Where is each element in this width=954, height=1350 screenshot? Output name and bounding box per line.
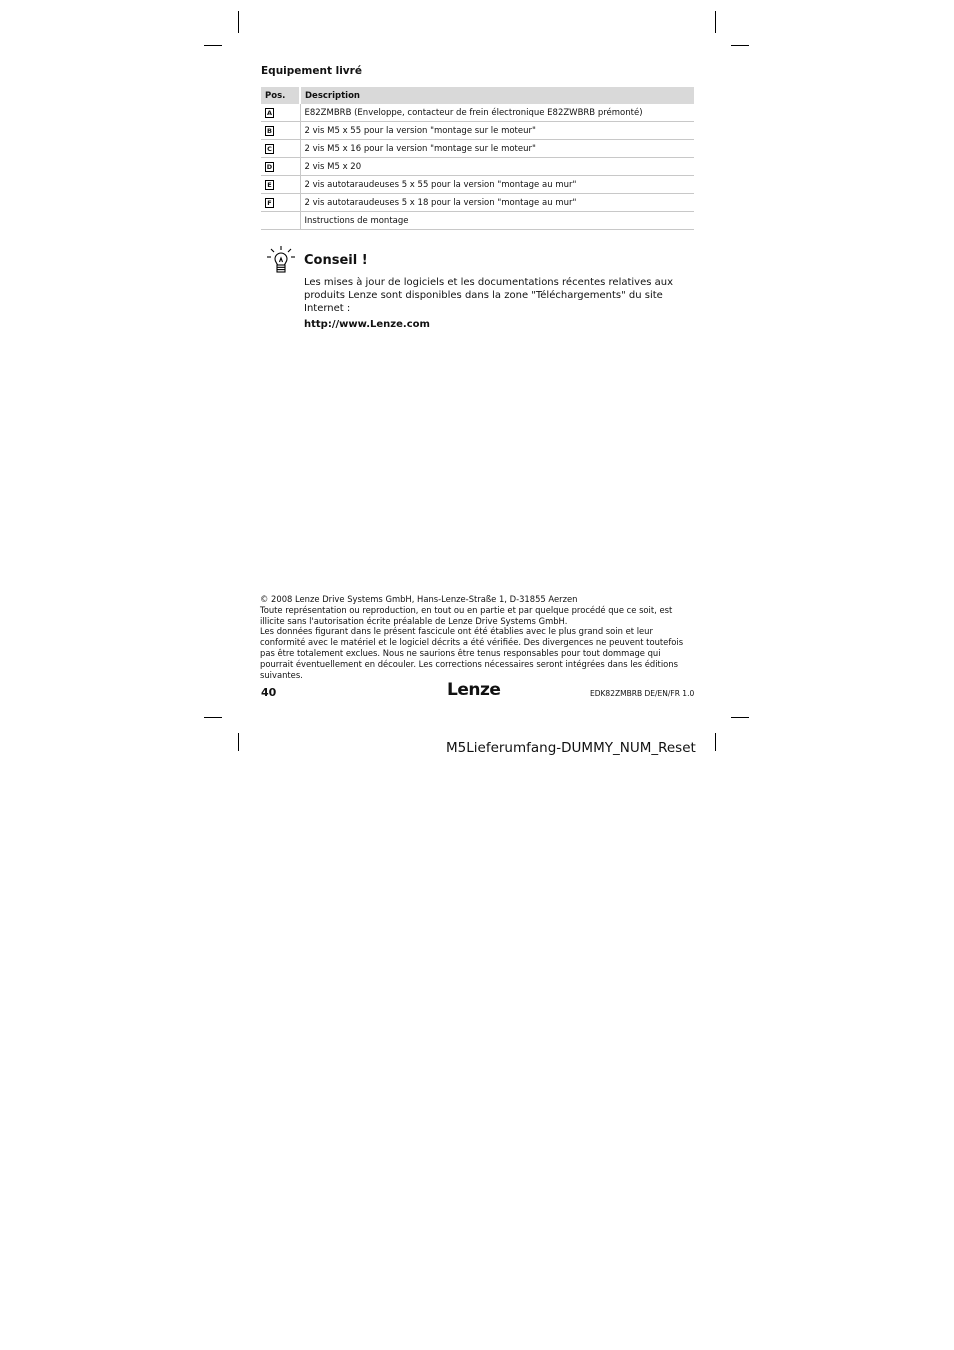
copyright-line: © 2008 Lenze Drive Systems GmbH, Hans-Lenze-Straße 1, D-31855 Aerzen xyxy=(260,594,578,604)
document-id: EDK82ZMBRB DE/EN/FR 1.0 xyxy=(590,689,695,698)
table-row xyxy=(261,194,694,212)
tip-body: Les mises à jour de logiciels et les documentations récentes relatives aux produits Lenze sont disponibles dans la zone "Téléchargements" du site Internet : xyxy=(304,277,674,314)
crop-mark xyxy=(238,11,239,33)
legal-paragraph: Toute représentation ou reproduction, en tout ou en partie et par quelque procédé que ce soit, est illicite sans l'autorisation écrite préalable de Lenze Drive Systems GmbH. xyxy=(260,604,673,626)
crop-mark xyxy=(715,11,716,33)
crop-mark xyxy=(731,45,749,46)
lenze-website-link[interactable]: http://www.Lenze.com xyxy=(304,319,430,330)
tip-title: Conseil ! xyxy=(304,253,368,268)
pos-cell xyxy=(261,194,300,212)
column-header-description: Description xyxy=(300,87,694,104)
pos-marker: B xyxy=(265,126,274,136)
pos-marker: E xyxy=(265,180,274,190)
crop-mark xyxy=(731,717,749,718)
crop-mark xyxy=(238,733,239,751)
dummy-label: M5Lieferumfang-DUMMY_NUM_Reset xyxy=(446,740,696,756)
description-cell: E82ZMBRB (Enveloppe, contacteur de frein électronique E82ZWBRB prémonté) xyxy=(300,104,694,122)
table-row xyxy=(261,122,694,140)
table-row xyxy=(261,140,694,158)
pos-marker: D xyxy=(266,162,273,171)
section-title: Equipement livré xyxy=(261,65,362,77)
pos-marker: C xyxy=(265,144,274,154)
pos-cell xyxy=(261,158,300,176)
lenze-logo: Lenze xyxy=(447,680,501,700)
crop-mark xyxy=(715,733,716,751)
pos-cell xyxy=(261,176,300,194)
pos-cell xyxy=(261,212,300,230)
table-row xyxy=(261,158,694,176)
description-cell: 2 vis autotaraudeuses 5 x 55 pour la version "montage au mur" xyxy=(300,176,694,194)
description-cell: 2 vis M5 x 20 xyxy=(300,158,694,176)
pos-marker: A xyxy=(266,108,273,117)
description-cell: 2 vis M5 x 55 pour la version "montage sur le moteur" xyxy=(300,122,694,140)
pos-marker: F xyxy=(265,198,274,208)
lightbulb-icon xyxy=(266,245,296,275)
delivery-table xyxy=(261,87,694,230)
table-row xyxy=(261,212,694,230)
pos-cell xyxy=(261,140,300,158)
table-row xyxy=(261,176,694,194)
table-row xyxy=(261,104,694,122)
crop-mark xyxy=(204,45,222,46)
legal-notice xyxy=(260,594,696,680)
description-cell: 2 vis autotaraudeuses 5 x 18 pour la version "montage au mur" xyxy=(300,194,694,212)
description-cell: Instructions de montage xyxy=(300,212,694,230)
legal-paragraph: Les données figurant dans le présent fascicule ont été établies avec le plus grand soin et leur conformité avec le matériel et le logiciel décrits a été vérifiée. Des divergences ne peuvent toutefois pas être totalement exclues. Nous ne saurions être tenus responsables pour tout dommage qui pourrait éventuellement en découler. Les corrections nécessaires seront intégrées dans les éditions suivantes. xyxy=(260,626,684,680)
crop-mark xyxy=(204,717,222,718)
page-number: 40 xyxy=(261,686,277,699)
pos-cell xyxy=(261,122,300,140)
column-header-pos: Pos. xyxy=(261,87,300,104)
pos-cell xyxy=(261,104,300,122)
description-cell: 2 vis M5 x 16 pour la version "montage sur le moteur" xyxy=(300,140,694,158)
table-header-row xyxy=(261,87,694,104)
